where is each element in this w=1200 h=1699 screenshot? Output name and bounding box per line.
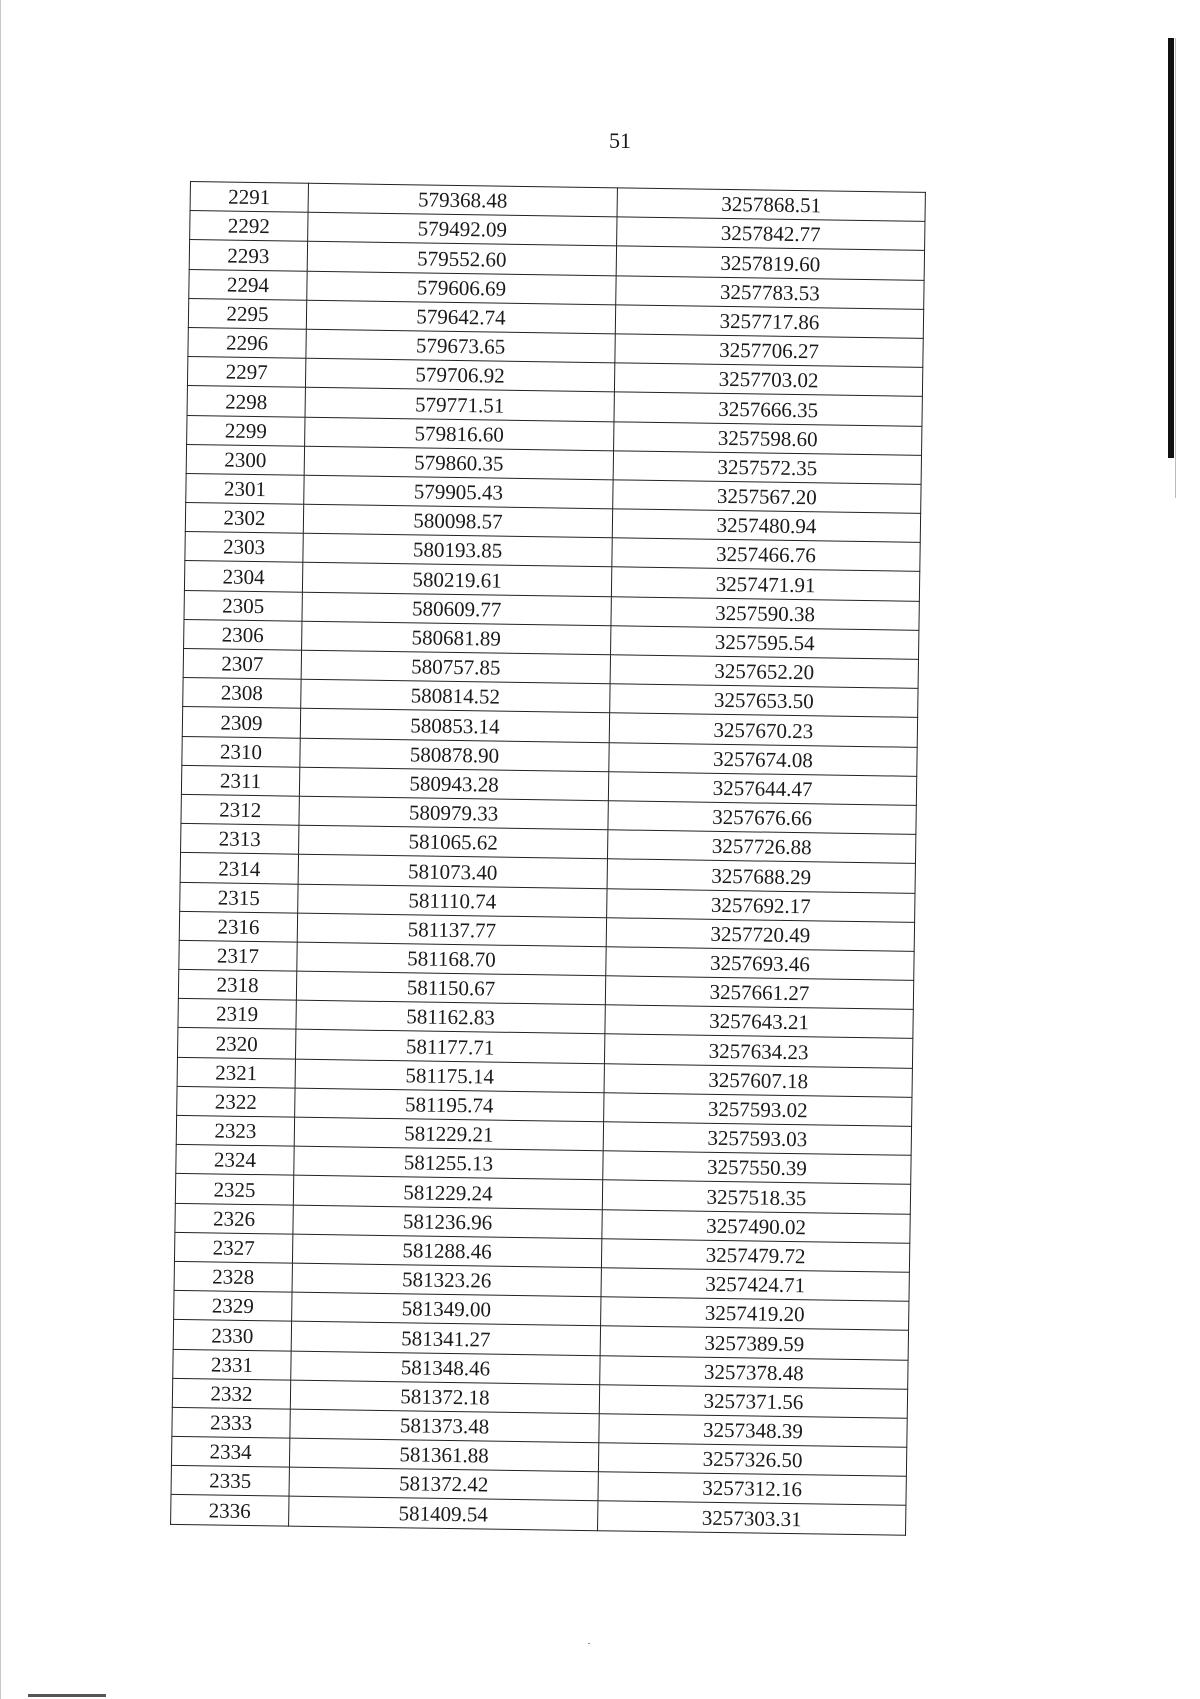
x-coordinate-cell: 581168.70 [297, 942, 606, 976]
x-coordinate-cell: 581409.54 [289, 1497, 598, 1531]
x-coordinate-cell: 581195.74 [295, 1088, 604, 1122]
point-id-cell: 2295 [188, 298, 306, 329]
scan-speck [588, 1643, 590, 1644]
point-id-cell: 2300 [186, 444, 304, 475]
y-coordinate-cell: 3257607.18 [604, 1063, 912, 1097]
point-id-cell: 2307 [183, 648, 301, 679]
y-coordinate-cell: 3257480.94 [612, 509, 920, 543]
point-id-cell: 2317 [179, 940, 297, 971]
y-coordinate-cell: 3257590.38 [611, 596, 919, 630]
y-coordinate-cell: 3257783.53 [616, 275, 924, 309]
point-id-cell: 2318 [178, 969, 296, 1000]
point-id-cell: 2330 [173, 1320, 291, 1351]
x-coordinate-cell: 580853.14 [300, 709, 609, 743]
y-coordinate-cell: 3257720.49 [606, 917, 914, 951]
x-coordinate-cell: 580757.85 [301, 650, 610, 684]
point-id-cell: 2327 [174, 1232, 292, 1263]
y-coordinate-cell: 3257490.02 [602, 1209, 910, 1243]
y-coordinate-cell: 3257688.29 [607, 859, 915, 893]
point-id-cell: 2314 [180, 853, 298, 884]
x-coordinate-cell: 579771.51 [305, 388, 614, 422]
x-coordinate-cell: 581323.26 [292, 1263, 601, 1297]
x-coordinate-cell: 581372.18 [290, 1380, 599, 1414]
point-id-cell: 2316 [179, 911, 297, 942]
point-id-cell: 2326 [175, 1203, 293, 1234]
coordinate-table-container [170, 181, 925, 1535]
point-id-cell: 2328 [174, 1261, 292, 1292]
point-id-cell: 2291 [190, 182, 308, 213]
y-coordinate-cell: 3257661.27 [605, 976, 913, 1010]
x-coordinate-cell: 579606.69 [307, 271, 616, 305]
x-coordinate-cell: 581162.83 [296, 1000, 605, 1034]
scan-edge-mark [28, 1694, 106, 1697]
page-left-edge [0, 0, 1, 1699]
point-id-cell: 2299 [187, 415, 305, 446]
y-coordinate-cell: 3257644.47 [608, 772, 916, 806]
coordinate-table [170, 181, 926, 1535]
y-coordinate-cell: 3257652.20 [610, 655, 918, 689]
x-coordinate-cell: 579816.60 [305, 417, 614, 451]
y-coordinate-cell: 3257593.03 [603, 1122, 911, 1156]
x-coordinate-cell: 579552.60 [307, 242, 616, 276]
point-id-cell: 2323 [176, 1115, 294, 1146]
x-coordinate-cell: 579492.09 [308, 212, 617, 246]
point-id-cell: 2331 [173, 1349, 291, 1380]
y-coordinate-cell: 3257567.20 [613, 480, 921, 514]
point-id-cell: 2336 [171, 1495, 289, 1526]
y-coordinate-cell: 3257598.60 [614, 421, 922, 455]
point-id-cell: 2335 [171, 1466, 289, 1497]
point-id-cell: 2312 [181, 794, 299, 825]
point-id-cell: 2324 [176, 1145, 294, 1176]
x-coordinate-cell: 581288.46 [292, 1234, 601, 1268]
scan-edge-line [1175, 38, 1176, 498]
y-coordinate-cell: 3257572.35 [613, 451, 921, 485]
x-coordinate-cell: 579860.35 [304, 446, 613, 480]
point-id-cell: 2308 [183, 678, 301, 709]
point-id-cell: 2313 [181, 824, 299, 855]
point-id-cell: 2310 [182, 736, 300, 767]
x-coordinate-cell: 581150.67 [296, 971, 605, 1005]
y-coordinate-cell: 3257676.66 [608, 801, 916, 835]
x-coordinate-cell: 580193.85 [303, 533, 612, 567]
x-coordinate-cell: 581349.00 [292, 1292, 601, 1326]
y-coordinate-cell: 3257593.02 [604, 1093, 912, 1127]
x-coordinate-cell: 581236.96 [293, 1205, 602, 1239]
x-coordinate-cell: 579706.92 [305, 358, 614, 392]
x-coordinate-cell: 581110.74 [298, 884, 607, 918]
point-id-cell: 2333 [172, 1407, 290, 1438]
point-id-cell: 2298 [187, 386, 305, 417]
y-coordinate-cell: 3257312.16 [598, 1472, 906, 1506]
y-coordinate-cell: 3257378.48 [600, 1355, 908, 1389]
y-coordinate-cell: 3257692.17 [607, 888, 915, 922]
y-coordinate-cell: 3257703.02 [614, 363, 922, 397]
y-coordinate-cell: 3257653.50 [610, 684, 918, 718]
point-id-cell: 2304 [184, 561, 302, 592]
x-coordinate-cell: 579368.48 [308, 183, 617, 217]
point-id-cell: 2293 [189, 240, 307, 271]
y-coordinate-cell: 3257666.35 [614, 392, 922, 426]
y-coordinate-cell: 3257819.60 [616, 246, 924, 280]
x-coordinate-cell: 580943.28 [299, 767, 608, 801]
coordinate-table-body [171, 182, 926, 1535]
point-id-cell: 2302 [185, 503, 303, 534]
y-coordinate-cell: 3257518.35 [602, 1180, 910, 1214]
y-coordinate-cell: 3257371.56 [599, 1384, 907, 1418]
x-coordinate-cell: 580979.33 [299, 796, 608, 830]
x-coordinate-cell: 580098.57 [303, 504, 612, 538]
x-coordinate-cell: 580219.61 [302, 563, 611, 597]
y-coordinate-cell: 3257479.72 [601, 1238, 909, 1272]
y-coordinate-cell: 3257424.71 [601, 1268, 909, 1302]
y-coordinate-cell: 3257868.51 [617, 188, 925, 222]
x-coordinate-cell: 581229.24 [293, 1176, 602, 1210]
x-coordinate-cell: 581341.27 [291, 1321, 600, 1355]
point-id-cell: 2305 [184, 590, 302, 621]
x-coordinate-cell: 579642.74 [306, 300, 615, 334]
x-coordinate-cell: 580878.90 [300, 738, 609, 772]
point-id-cell: 2320 [178, 1028, 296, 1059]
x-coordinate-cell: 580609.77 [302, 592, 611, 626]
y-coordinate-cell: 3257550.39 [603, 1151, 911, 1185]
x-coordinate-cell: 581373.48 [290, 1409, 599, 1443]
y-coordinate-cell: 3257471.91 [611, 567, 919, 601]
x-coordinate-cell: 581229.21 [294, 1117, 603, 1151]
x-coordinate-cell: 581361.88 [289, 1438, 598, 1472]
point-id-cell: 2315 [180, 882, 298, 913]
y-coordinate-cell: 3257670.23 [609, 713, 917, 747]
x-coordinate-cell: 581175.14 [295, 1059, 604, 1093]
point-id-cell: 2306 [184, 619, 302, 650]
x-coordinate-cell: 580814.52 [301, 679, 610, 713]
y-coordinate-cell: 3257348.39 [599, 1414, 907, 1448]
page-number: 51 [609, 128, 631, 153]
point-id-cell: 2321 [177, 1057, 295, 1088]
y-coordinate-cell: 3257303.31 [598, 1501, 906, 1535]
point-id-cell: 2334 [171, 1436, 289, 1467]
y-coordinate-cell: 3257595.54 [611, 626, 919, 660]
scan-edge-bar [1168, 38, 1174, 458]
point-id-cell: 2303 [185, 532, 303, 563]
y-coordinate-cell: 3257706.27 [615, 334, 923, 368]
point-id-cell: 2319 [178, 999, 296, 1030]
y-coordinate-cell: 3257693.46 [606, 947, 914, 981]
x-coordinate-cell: 581348.46 [291, 1351, 600, 1385]
point-id-cell: 2292 [190, 211, 308, 242]
y-coordinate-cell: 3257326.50 [598, 1443, 906, 1477]
x-coordinate-cell: 581137.77 [297, 913, 606, 947]
y-coordinate-cell: 3257389.59 [600, 1326, 908, 1360]
y-coordinate-cell: 3257726.88 [607, 830, 915, 864]
x-coordinate-cell: 581177.71 [295, 1030, 604, 1064]
y-coordinate-cell: 3257674.08 [609, 742, 917, 776]
point-id-cell: 2325 [175, 1174, 293, 1205]
point-id-cell: 2309 [182, 707, 300, 738]
point-id-cell: 2329 [174, 1291, 292, 1322]
x-coordinate-cell: 581065.62 [299, 825, 608, 859]
y-coordinate-cell: 3257419.20 [601, 1297, 909, 1331]
x-coordinate-cell: 579905.43 [304, 475, 613, 509]
x-coordinate-cell: 580681.89 [302, 621, 611, 655]
y-coordinate-cell: 3257842.77 [617, 217, 925, 251]
y-coordinate-cell: 3257717.86 [615, 305, 923, 339]
point-id-cell: 2296 [188, 327, 306, 358]
y-coordinate-cell: 3257643.21 [605, 1005, 913, 1039]
point-id-cell: 2301 [186, 473, 304, 504]
point-id-cell: 2311 [181, 765, 299, 796]
x-coordinate-cell: 581255.13 [294, 1146, 603, 1180]
y-coordinate-cell: 3257634.23 [604, 1034, 912, 1068]
x-coordinate-cell: 581372.42 [289, 1467, 598, 1501]
x-coordinate-cell: 579673.65 [306, 329, 615, 363]
x-coordinate-cell: 581073.40 [298, 854, 607, 888]
point-id-cell: 2322 [177, 1086, 295, 1117]
point-id-cell: 2294 [189, 269, 307, 300]
y-coordinate-cell: 3257466.76 [612, 538, 920, 572]
point-id-cell: 2297 [187, 357, 305, 388]
point-id-cell: 2332 [172, 1378, 290, 1409]
